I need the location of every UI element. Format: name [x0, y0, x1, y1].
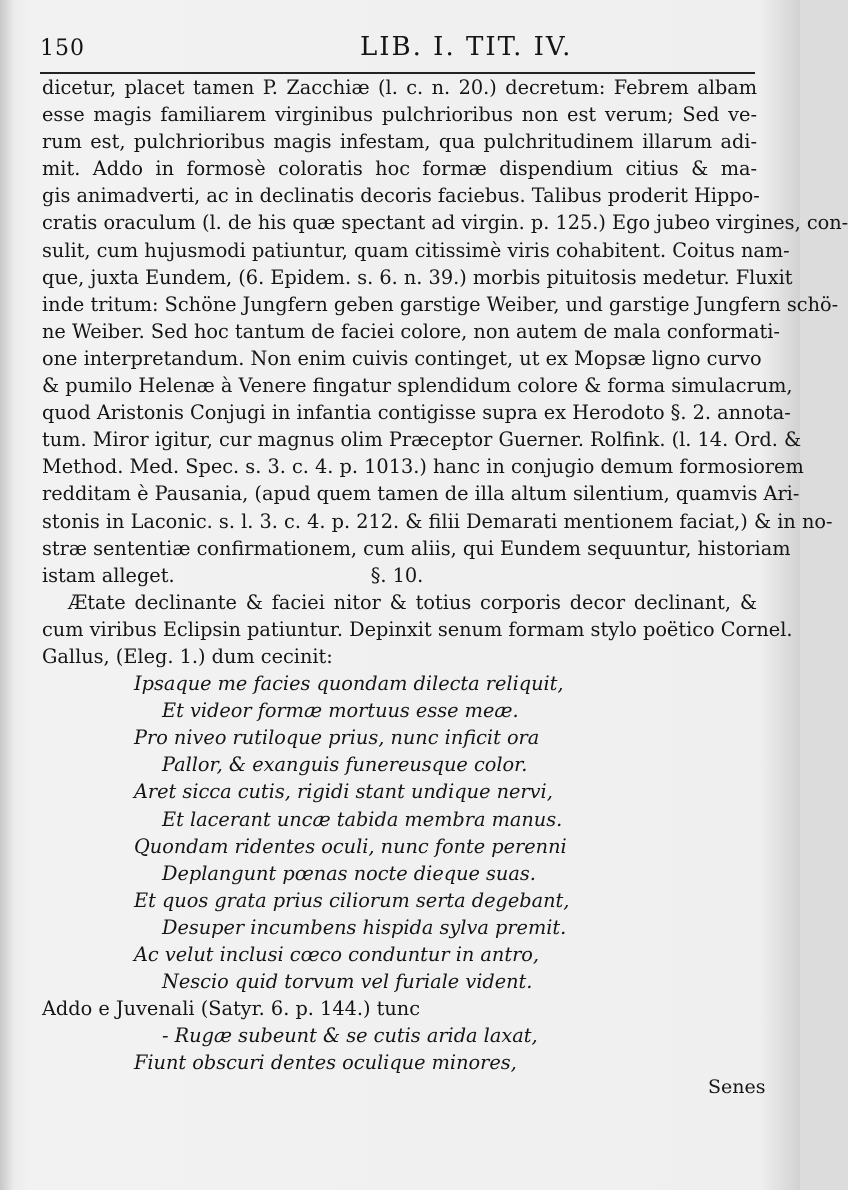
verse-line: Et videor formæ mortuus esse meæ.	[162, 699, 519, 723]
text-line: cratis oraculum (l. de his quæ spectant ad virgin. p. 125.) Ego jubeo virgines, con-	[42, 211, 848, 235]
text-line: inde tritum: Schöne Jungfern geben garstige Weiber, und garstige Jungfern schö-	[42, 292, 839, 316]
running-head: LIB. I. TIT. IV.	[360, 32, 573, 62]
text-line: Gallus, (Eleg. 1.) dum cecinit:	[42, 644, 333, 668]
text-line: Ætate declinante & faciei nitor & totius corporis decor declinant, &	[68, 590, 757, 614]
verse-line: Pro niveo rutiloque prius, nunc inficit ora	[134, 726, 540, 750]
text-line: Addo e Juvenali (Satyr. 6. p. 144.) tunc	[42, 997, 421, 1021]
text-line: esse magis familiarem virginibus pulchrioribus non est verum; Sed ve-	[42, 103, 757, 127]
text-line: gis animadverti, ac in declinatis decoris faciebus. Talibus proderit Hippo-	[42, 184, 760, 208]
verse-line: Et quos grata prius ciliorum serta degebant,	[134, 888, 570, 912]
text-line: dicetur, placet tamen P. Zacchiæ (l. c. n. 20.) decretum: Febrem albam	[42, 76, 757, 99]
verse-line: Desuper incumbens hispida sylva premit.	[162, 915, 567, 939]
text-line: Method. Med. Spec. s. 3. c. 4. p. 1013.) hanc in conjugio demum formosiorem	[42, 455, 804, 479]
page-number: 150	[40, 36, 85, 61]
text-line: redditam è Pausania, (apud quem tamen de illa altum silentium, quamvis Ari-	[42, 482, 800, 506]
text-line-with-section	[42, 562, 757, 589]
text-line: tum. Miror igitur, cur magnus olim Præceptor Guerner. Rolfink. (l. 14. Ord. &	[42, 428, 802, 452]
text-line: cum viribus Eclipsin patiuntur. Depinxit senum formam stylo poëtico Cornel.	[42, 617, 793, 641]
text-line: stonis in Laconic. s. l. 3. c. 4. p. 212. & filii Demarati mentionem faciat,) & in no-	[42, 509, 833, 533]
verse-line: Et lacerant uncæ tabida membra manus.	[162, 807, 563, 831]
text-line: rum est, pulchrioribus magis infestam, qua pulchritudinem illarum adi-	[42, 130, 757, 154]
verse-line: - Rugæ subeunt & se cutis arida laxat,	[162, 1024, 538, 1048]
text-line: istam alleget.	[42, 563, 175, 587]
text-line: quod Aristonis Conjugi in infantia contigisse supra ex Herodoto §. 2. annota-	[42, 401, 791, 425]
verse-line: Deplangunt pœnas nocte dieque suas.	[162, 861, 536, 885]
page-header	[40, 30, 760, 70]
verse-line: Quondam ridentes oculi, nunc fonte perenni	[134, 834, 567, 858]
text-line: stræ sententiæ confirmationem, cum aliis, qui Eundem sequuntur, historiam	[42, 536, 791, 560]
text-line: mit. Addo in formosè coloratis hoc formæ dispendium citius & ma-	[42, 157, 757, 181]
catchword: Senes	[708, 1076, 766, 1098]
verse-line: Fiunt obscuri dentes oculique minores,	[134, 1051, 517, 1075]
section-mark: §. 10.	[370, 563, 424, 587]
verse-line: Ipsaque me facies quondam dilecta reliquit,	[134, 672, 564, 696]
verse-line: Aret sicca cutis, rigidi stant undique nervi,	[134, 780, 553, 804]
text-line: sulit, cum hujusmodi patiuntur, quam citissimè viris cohabitent. Coitus nam-	[42, 238, 790, 262]
verse-line: Ac velut inclusi cœco conduntur in antro,	[134, 943, 540, 966]
text-line: one interpretandum. Non enim cuivis continget, ut ex Mopsæ ligno curvo	[42, 346, 762, 370]
text-line: ne Weiber. Sed hoc tantum de faciei colore, non autem de mala conformati-	[42, 319, 780, 343]
verse-line: Nescio quid torvum vel furiale vident.	[162, 970, 533, 994]
text-line: & pumilo Helenæ à Venere fingatur splendidum colore & forma simulacrum,	[42, 374, 793, 398]
verse-line: Pallor, & exanguis funereusque color.	[162, 753, 528, 777]
text-line: que, juxta Eundem, (6. Epidem. s. 6. n. 39.) morbis pituitosis medetur. Fluxit	[42, 265, 793, 289]
page-body	[42, 74, 848, 1076]
